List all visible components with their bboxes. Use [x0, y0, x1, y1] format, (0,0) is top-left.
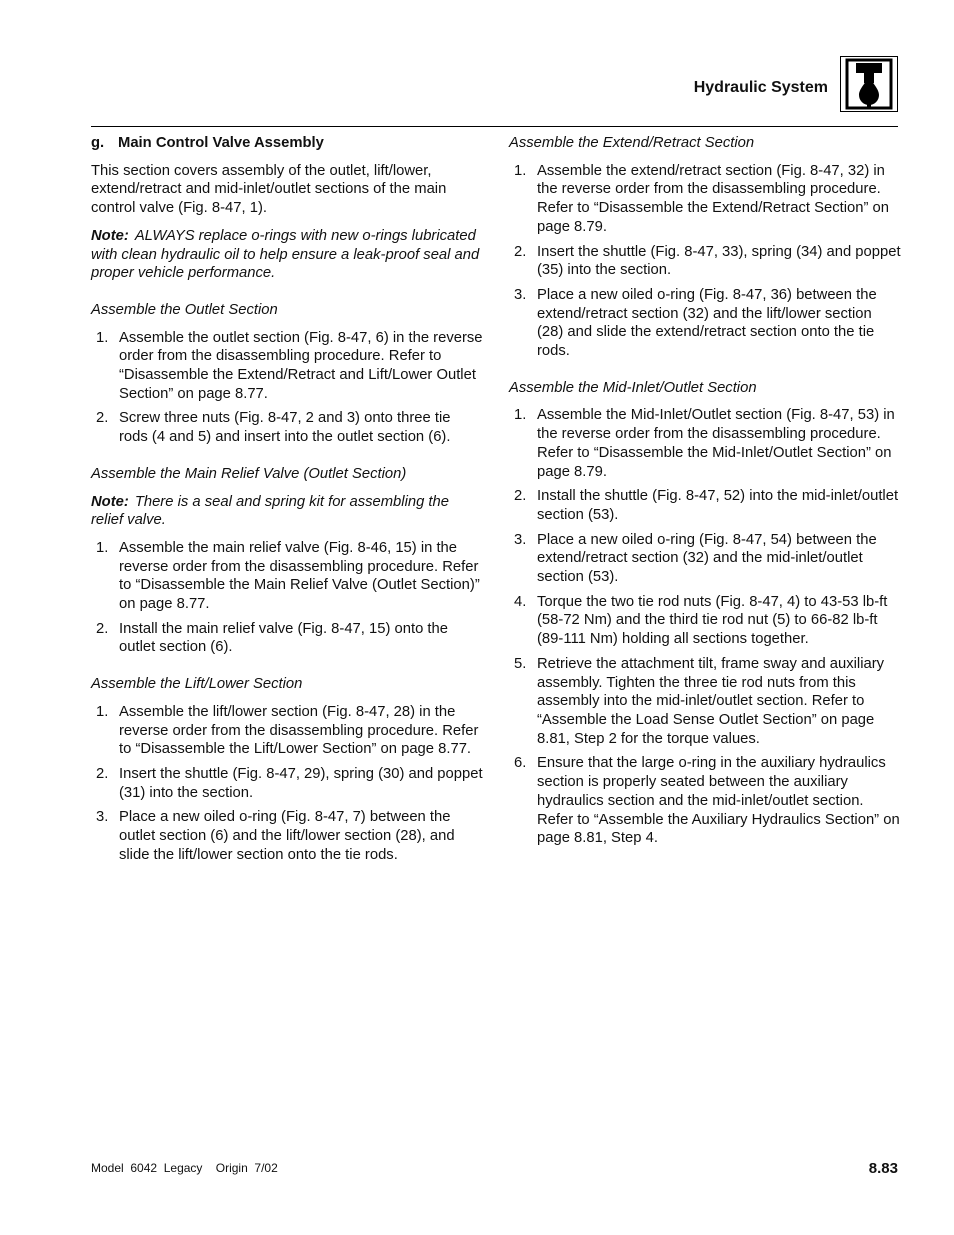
list-item — [91, 765, 483, 802]
step-text: Install the shuttle (Fig. 8-47, 52) into the mid-inlet/outlet section (53). — [537, 488, 899, 523]
step-number: 2. — [514, 243, 527, 260]
step-text: Retrieve the attachment tilt, frame sway and auxiliary assembly. Tighten the three tie rod nuts from this assembly into the mid-inlet/outlet section. Refer to “Assemble the Load Sense Outlet Section” on page 8.81, Step 2 for the torque values. — [537, 655, 885, 747]
step-number: 4. — [514, 593, 527, 610]
subheading-midinlet: Assemble the Mid-Inlet/Outlet Section — [509, 379, 757, 396]
step-number: 3. — [96, 809, 109, 826]
step-text: Assemble the outlet section (Fig. 8-47, 6) in the reverse order from the disassembling procedure. Refer to “Disassemble the Extend/Retract and Lift/Lower Outlet Section” on page 8.77. — [119, 329, 483, 402]
list-item — [509, 531, 901, 587]
list-item — [509, 754, 901, 848]
list-item — [509, 655, 901, 749]
note-text: ALWAYS replace o-rings with new o-rings lubricated with clean hydraulic oil to help ensure a leak-proof seal and proper vehicle performance. — [91, 227, 480, 282]
step-text: Assemble the main relief valve (Fig. 8-46, 15) in the reverse order from the disassembling procedure. Refer to “Disassemble the Main Relief Valve (Outlet Section)” on page 8.77. — [119, 539, 480, 613]
list-item — [509, 593, 901, 649]
extend-steps — [509, 162, 901, 361]
list-item — [509, 243, 901, 280]
subheading-liftlower: Assemble the Lift/Lower Section — [91, 676, 303, 693]
step-text: Insert the shuttle (Fig. 8-47, 29), spring (30) and poppet (31) into the section. — [119, 765, 483, 801]
step-number: 5. — [514, 655, 527, 672]
relief-note — [91, 493, 483, 530]
step-text: Insert the shuttle (Fig. 8-47, 33), spring (34) and poppet (35) into the section. — [537, 243, 901, 279]
section-heading — [91, 134, 483, 153]
step-number: 1. — [96, 703, 109, 720]
step-number: 2. — [96, 620, 109, 637]
note-label: Note: — [91, 493, 129, 510]
step-text: Install the main relief valve (Fig. 8-47, 15) onto the outlet section (6). — [119, 620, 448, 656]
intro-paragraph: This section covers assembly of the outlet, lift/lower, extend/retract and mid-inlet/outlet sections of the main control valve (Fig. 8-47, 1). — [91, 162, 447, 217]
heading-text: Main Control Valve Assembly — [118, 135, 324, 151]
right-column — [509, 134, 901, 854]
outlet-steps — [91, 329, 483, 447]
step-text: Assemble the Mid-Inlet/Outlet section (Fig. 8-47, 53) in the reverse order from the disassembling procedure. Refer to “Disassemble the Mid-Inlet/Outlet Section” on page 8.79. — [537, 407, 895, 480]
step-number: 3. — [514, 531, 527, 548]
note-text: There is a seal and spring kit for assembling the relief valve. — [91, 493, 449, 529]
step-text: Place a new oiled o-ring (Fig. 8-47, 7) between the outlet section (6) and the lift/lower section (28), and slide the lift/lower section onto the tie rods. — [119, 809, 455, 863]
step-text: Place a new oiled o-ring (Fig. 8-47, 54) between the extend/retract section (32) and the mid-inlet/outlet section (53). — [537, 531, 877, 586]
step-number: 1. — [514, 162, 527, 179]
step-text: Torque the two tie rod nuts (Fig. 8-47, 4) to 43-53 lb-ft (58-72 Nm) and the third tie rod nut (5) to 66-82 lb-ft (89-111 Nm) holding all sections together. — [537, 593, 888, 648]
list-item — [91, 539, 483, 614]
step-number: 3. — [514, 286, 527, 303]
step-number: 2. — [96, 765, 109, 782]
list-item — [91, 620, 483, 657]
note-label: Note: — [91, 227, 129, 244]
step-text: Assemble the lift/lower section (Fig. 8-47, 28) in the reverse order from the disassembling procedure. Refer to “Disassemble the Lift/Lower Section” on page 8.77. — [119, 703, 479, 758]
subheading-extend: Assemble the Extend/Retract Section — [509, 135, 755, 151]
step-text: Screw three nuts (Fig. 8-47, 2 and 3) onto three tie rods (4 and 5) and insert into the outlet section (6). — [119, 410, 451, 446]
footer-model-info: Model 6042 Legacy Origin 7/02 — [91, 1161, 278, 1175]
section-title: Hydraulic System — [693, 79, 828, 96]
midinlet-steps — [509, 406, 901, 847]
step-number: 1. — [514, 407, 527, 424]
step-text: Assemble the extend/retract section (Fig. 8-47, 32) in the reverse order from the disassembling procedure. Refer to “Disassemble the Extend/Retract Section” on page 8.79. — [537, 162, 889, 235]
subheading-outlet: Assemble the Outlet Section — [91, 301, 278, 318]
list-item — [91, 329, 483, 404]
subheading-relief: Assemble the Main Relief Valve (Outlet Section) — [91, 465, 407, 482]
step-text: Place a new oiled o-ring (Fig. 8-47, 36) between the extend/retract section (32) and the lift/lower section (28) and slide the extend/retract section onto the tie rods. — [537, 286, 877, 360]
heading-letter: g. — [91, 135, 105, 151]
relief-steps — [91, 539, 483, 657]
step-text: Ensure that the large o-ring in the auxiliary hydraulics section is properly seated between the auxiliary hydraulics section and the mid-inlet/outlet section. Refer to “Assemble the Auxiliary Hydraulics Section” on page 8.81, Step 4. — [537, 755, 900, 847]
step-number: 6. — [514, 755, 527, 772]
page-number: 8.83 — [868, 1160, 898, 1177]
hydraulic-oil-icon — [840, 56, 898, 112]
liftlower-steps — [91, 703, 483, 865]
list-item — [91, 409, 483, 446]
list-item — [509, 487, 901, 524]
left-column — [91, 134, 483, 871]
note-paragraph — [91, 227, 483, 283]
header-divider — [91, 126, 898, 127]
step-number: 2. — [96, 410, 109, 427]
list-item — [509, 406, 901, 481]
step-number: 1. — [96, 329, 109, 346]
list-item — [509, 286, 901, 361]
list-item — [91, 808, 483, 864]
step-number: 1. — [96, 539, 109, 556]
step-number: 2. — [514, 488, 527, 505]
list-item — [509, 162, 901, 237]
list-item — [91, 703, 483, 759]
